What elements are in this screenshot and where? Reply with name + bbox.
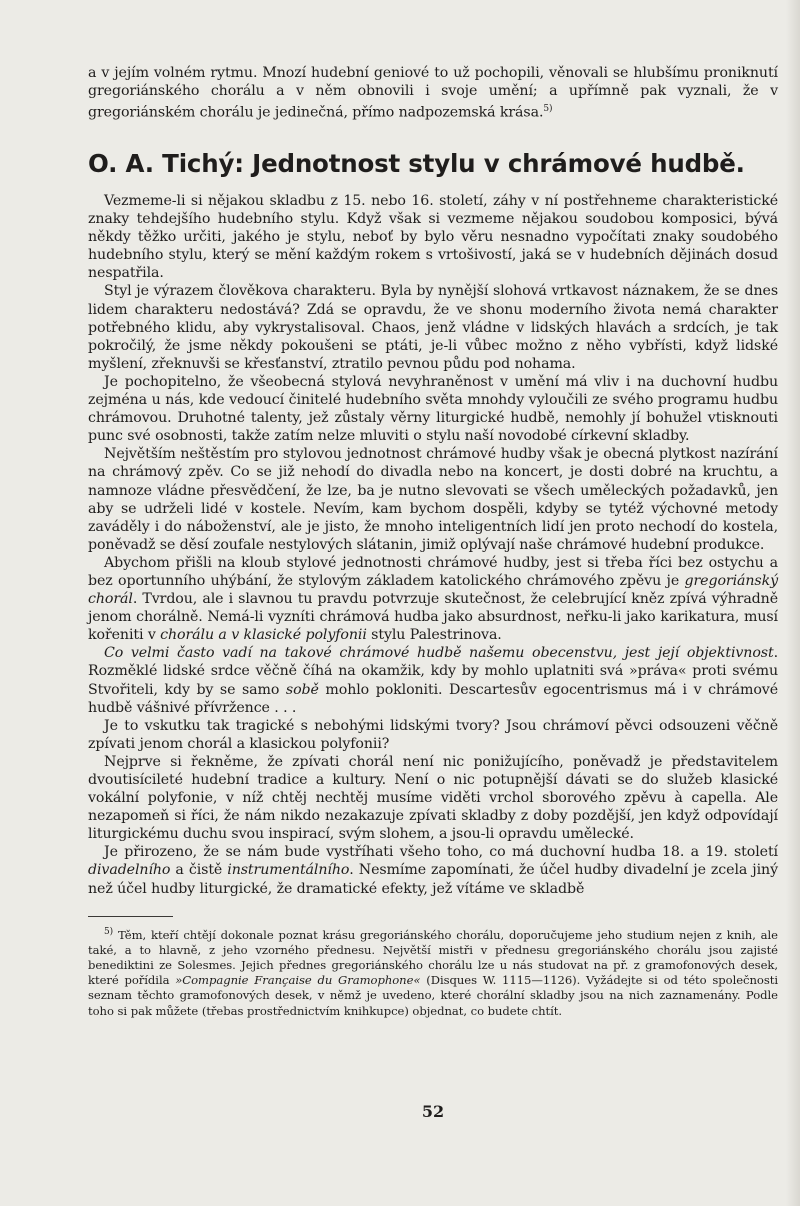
- intro-paragraph: [88, 64, 778, 122]
- text-run: . Rozměklé lidské srdce věčně číhá na okamžik, kdy by mohlo uplatniti svá »práva« proti svému Stvořiteli, kdy by se samo: [88, 645, 778, 698]
- intro-text: a v jejím volném rytmu. Mnozí hudební geniové to už pochopili, věnovali se hlubšímu proniknutí gregoriánského chorálu a v něm obnovili i svoje umění; a upřímně pak vyznali, že v gregoriánském chorálu je jedinečná, přímo nadpozemská krása.: [88, 65, 778, 121]
- body-paragraph: [88, 644, 778, 716]
- footnote-marker: 5): [104, 926, 114, 937]
- body-paragraph: Je to vskutku tak tragické s nebohými lidskými tvory? Jsou chrámoví pěvci odsouzeni věčně zpívati jenom chorál a klasickou polyfonii?: [88, 717, 778, 752]
- text-run: a čistě: [170, 862, 228, 879]
- emphasis-text: divadelního: [88, 862, 171, 879]
- text-run: . Tvrdou, ale i slavnou tu pravdu potvrzuje skutečnost, že celebrující kněz zpívá výhradně jenom chorálně. Nemá-li vyzníti chrámová hudba jako absurdnost, neřku-li jako karikatura, musí kořeniti v: [88, 591, 778, 644]
- footnote-divider: [88, 916, 173, 917]
- page-number: 52: [421, 1102, 445, 1121]
- emphasis-text: sobě: [285, 681, 319, 698]
- footnote-text: [88, 928, 778, 1018]
- text-run: . Nesmíme zapomínati, že účel hudby divadelní je zcela jiný než účel hudby liturgické, že dramatické efekty, jež vítáme ve skladbě: [88, 862, 778, 897]
- page-edge: [786, 0, 800, 1206]
- emphasis-text: »Compagnie Française du Gramophone«: [175, 973, 421, 988]
- body-paragraph: Největším neštěstím pro stylovou jednotnost chrámové hudby však je obecná plytkost nazírání na chrámový zpěv. Co se již nehodí do divadla nebo na koncert, je dosti dobré na kruchtu, a namnoze vládne přesvědčení, že lze, ba je nutno slevovati se všech uměleckých požadavků, jen aby se udrželi lidé v kostele. Nevím, kam bychom dospěli, kdyby se tytéž výchovné metody zaváděly i do náboženství, ale je jisto, že mnoho inteligentních lidí jen proto nechodí do kostela, poněvadž se děsí zoufale nestylových slátanin, jimiž oplývají naše chrámové hudební produkce.: [88, 446, 778, 553]
- footnote-reference[interactable]: 5): [543, 104, 553, 115]
- body-paragraph: [88, 554, 778, 644]
- body-paragraph: Je pochopitelno, že všeobecná stylová nevyhraněnost v umění má vliv i na duchovní hudbu zejména u nás, kde vedoucí činitelé hudebního světa mnohdy vyloučili ze svého programu hudbu chrámovou. Druhotné talenty, jež zůstaly věrny liturgické hudbě, nemohly jí bohužel vtisknouti punc své osobnosti, takže zatím nelze mluviti o stylu naší novodobé církevní skladby.: [88, 373, 778, 445]
- emphasis-text: chorálu a v klasické polyfonii: [160, 627, 367, 644]
- article-title: O. A. Tichý: Jednotnost stylu v chrámové hudbě.: [88, 149, 745, 179]
- emphasis-text: instrumentálního: [227, 862, 350, 879]
- emphasis-text: gregoriánský chorál: [88, 572, 778, 608]
- document-page: [88, 64, 778, 1121]
- text-run: stylu Palestrinova.: [366, 627, 502, 644]
- body-paragraph: Vezmeme-li si nějakou skladbu z 15. nebo 16. století, záhy v ní postřehneme charakteristické znaky tehdejšího hudebního stylu. Když však si vezmeme nějakou soudobou komposici, bývá někdy těžko určiti, jakého je stylu, neboť by bylo věru nesnadno vypočítati znaky soudobého hudebního stylu, který se mění každým rokem s vrtošivostí, jaká se v hudebních dějinách dosud nespatřila.: [88, 193, 778, 282]
- text-run: Abychom přišli na kloub stylové jednotnosti chrámové hudby, jest si třeba říci bez ostychu a bez oportunního uhýbání, že stylovým základem katolického chrámového zpěvu je: [88, 554, 778, 589]
- article-body: [88, 192, 778, 898]
- body-paragraph: Styl je výrazem člověkova charakteru. Byla by nynější slohová vrtkavost náznakem, že se dnes lidem charakteru nedostává? Zdá se opravdu, že ve shonu moderního života nemá charakter potřebného klidu, aby vykrystalisoval. Chaos, jenž vládne v lidských hlavách a srdcích, je tak pokročilý, že jsme někdy pokoušeni se ptáti, je-li vůbec možno z něho vybřísti, když lidské myšlení, zřeknuvši se křesťanství, ztratilo pevnou půdu pod nohama.: [88, 283, 778, 372]
- text-run: (Disques W. 1115—1126). Vyžádejte si od této společnosti seznam těchto gramofonových desek, v němž je uvedeno, které chorální skladby jsou na nich zaznamenány. Podle toho si pak můžete (třebas prostřednictvím knihkupce) objednat, co budete chtít.: [88, 973, 778, 1018]
- footnote: [88, 925, 778, 1019]
- emphasis-text: Co velmi často vadí na takové chrámové hudbě našemu obecenstvu, jest její objektivnost: [104, 645, 774, 662]
- text-run: Těm, kteří chtějí dokonale poznat krásu gregoriánského chorálu, doporučujeme jeho studium nejen z knih, ale také, a to hlavně, z jeho vzorného přednesu. Největší mistři v přednesu gregoriánského chorálu jsou zajisté benediktini ze Solesmes. Jejich přednes gregoriánského chorálu lze u nás studovat na př. z gramofonových desek, které pořídila: [88, 927, 778, 988]
- body-paragraph: [88, 843, 778, 897]
- body-paragraph: Nejprve si řekněme, že zpívati chorál není nic ponižujícího, poněvadž je představitelem dvoutisícileté hudební tradice a kultury. Není o nic potupnější dávati se do služeb klasické vokální polyfonie, v níž chtěj nechtěj musíme viděti vrchol sborového zpěvu à capella. Ale nezapomeň si říci, že nám nikdo nezakazuje zpívati skladby z doby pozdější, jen když odpovídají liturgickému duchu svou inspirací, svým slohem, a jsou-li opravdu umělecké.: [88, 753, 778, 843]
- text-run: Je přirozeno, že se nám bude vystříhati všeho toho, co má duchovní hudba 18. a 19. století: [104, 844, 778, 861]
- text-run: mohlo pokloniti. Descartesův egocentrismus má i v chrámové hudbě vášnivé přívržence . . .: [88, 681, 778, 716]
